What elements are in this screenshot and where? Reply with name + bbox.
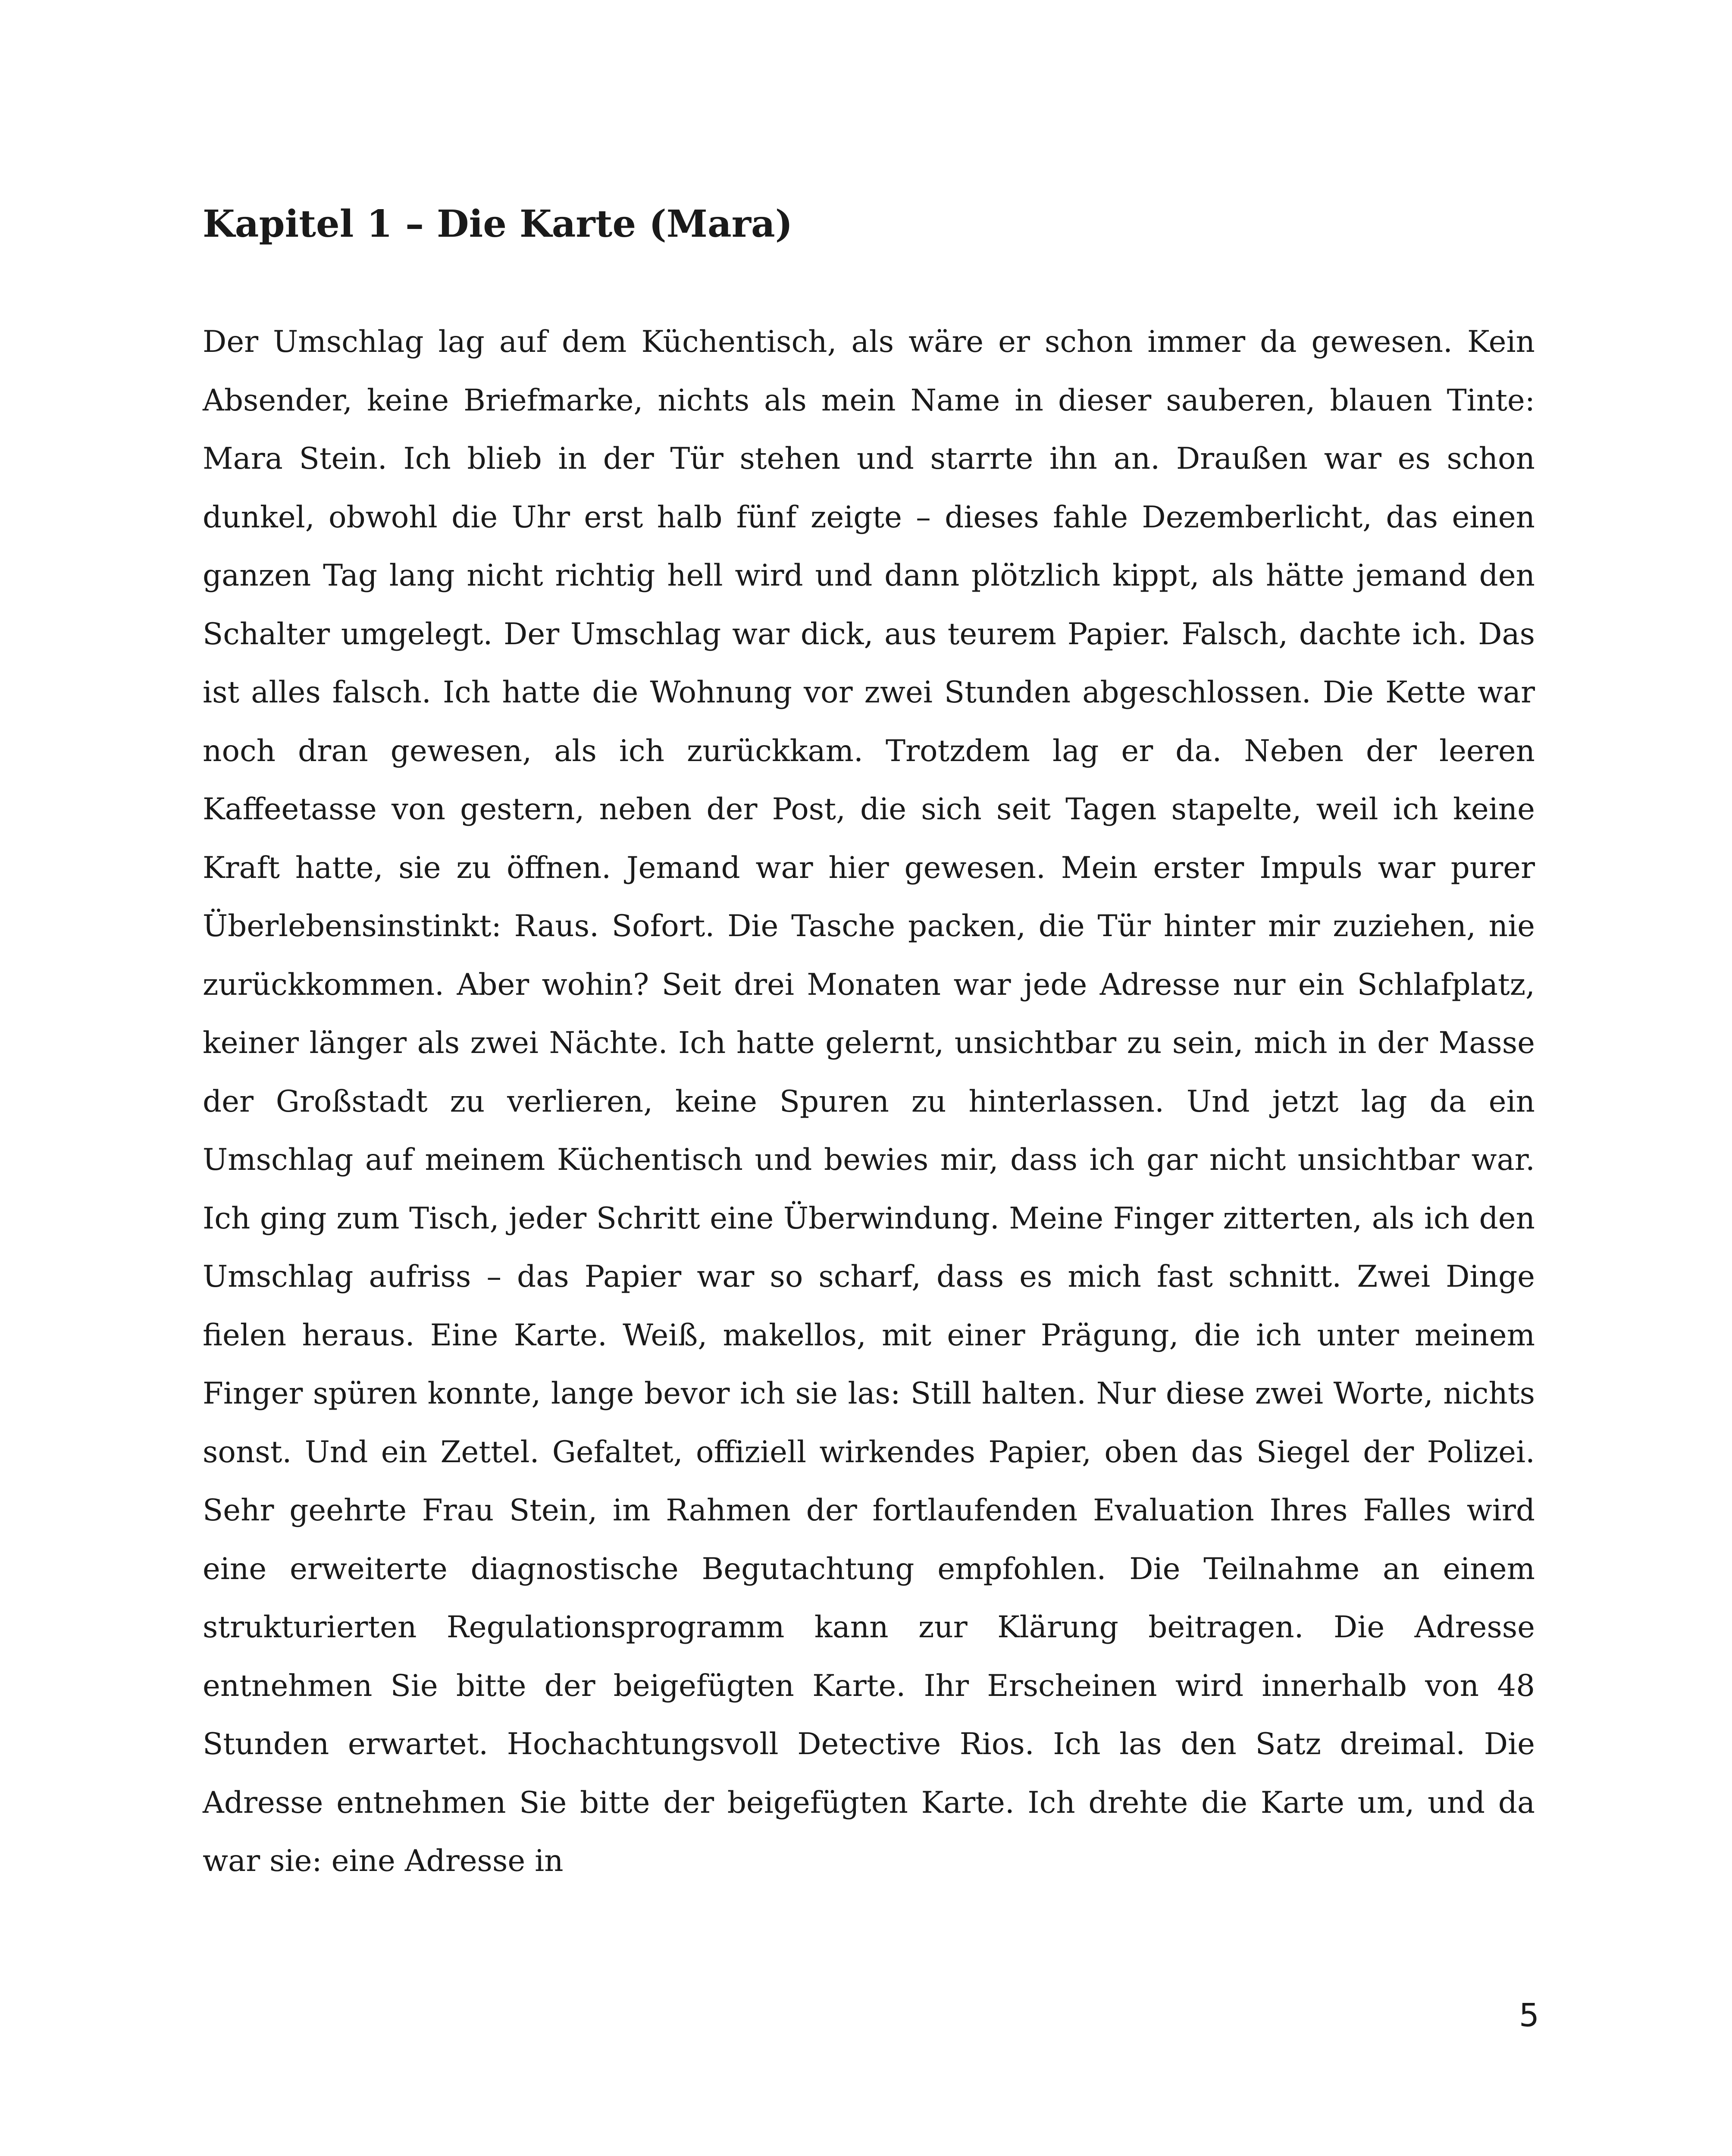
page-number: 5 bbox=[1519, 1997, 1539, 2034]
chapter-title: Kapitel 1 – Die Karte (Mara) bbox=[203, 202, 793, 246]
body-paragraph: Der Umschlag lag auf dem Küchentisch, als wäre er schon immer da gewesen. Kein Absender, keine Briefmarke, nichts als mein Name in dieser sauberen, blauen Tinte: Mara Stein. Ich blieb in der Tür stehen und starrte ihn an. Draußen war es schon dunkel, obwohl die Uhr erst halb fünf zeigte – dieses fahle Dezemberlicht, das einen ganzen Tag lang nicht richtig hell wird und dann plötzlich kippt, als hätte jemand den Schalter umgelegt. Der Umschlag war dick, aus teurem Papier. Falsch, dachte ich. Das ist alles falsch. Ich hatte die Wohnung vor zwei Stunden abgeschlossen. Die Kette war noch dran gewesen, als ich zurückkam. Trotzdem lag er da. Neben der leeren Kaffeetasse von gestern, neben der Post, die sich seit Tagen stapelte, weil ich keine Kraft hatte, sie zu öffnen. Jemand war hier gewesen. Mein erster Impuls war purer Überlebensinstinkt: Raus. Sofort. Die Tasche packen, die Tür hinter mir zuziehen, nie zurückkommen. Aber wohin? Seit drei Monaten war jede Adresse nur ein Schlafplatz, keiner länger als zwei Nächte. Ich hatte gelernt, unsichtbar zu sein, mich in der Masse der Großstadt zu verlieren, keine Spuren zu hinterlassen. Und jetzt lag da ein Umschlag auf meinem Küchentisch und bewies mir, dass ich gar nicht unsichtbar war. Ich ging zum Tisch, jeder Schritt eine Überwindung. Meine Finger zitterten, als ich den Umschlag aufriss – das Papier war so scharf, dass es mich fast schnitt. Zwei Dinge fielen heraus. Eine Karte. Weiß, makellos, mit einer Prägung, die ich unter meinem Finger spüren konnte, lange bevor ich sie las: Still halten. Nur diese zwei Worte, nichts sonst. Und ein Zettel. Gefaltet, offiziell wirkendes Papier, oben das Siegel der Polizei. Sehr geehrte Frau Stein, im Rahmen der fortlaufenden Evaluation Ihres Falles wird eine erweiterte diagnostische Begutachtung empfohlen. Die Teilnahme an einem strukturierten Regulationsprogramm kann zur Klärung beitragen. Die Adresse entnehmen Sie bitte der beigefügten Karte. Ihr Erscheinen wird innerhalb von 48 Stunden erwartet. Hochachtungsvoll Detective Rios. Ich las den Satz dreimal. Die Adresse entnehmen Sie bitte der beigefügten Karte. Ich drehte die Karte um, und da war sie: eine Adresse in bbox=[203, 325, 1535, 1878]
